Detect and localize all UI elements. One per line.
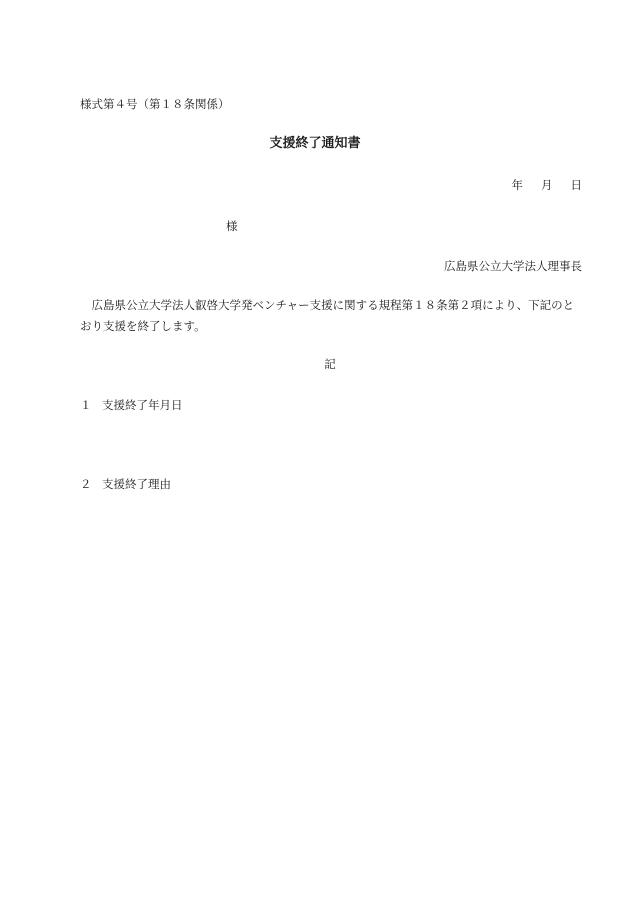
addressee-suffix: 様	[226, 219, 238, 233]
item-label: 支援終了年月日	[102, 398, 183, 412]
document-title: 支援終了通知書	[269, 136, 361, 151]
date-month: 月	[541, 178, 553, 192]
list-item	[80, 476, 171, 492]
form-number: 様式第４号（第１８条関係）	[80, 97, 230, 111]
sender-name: 広島県公立大学法人理事長	[444, 259, 582, 273]
item-number: １	[80, 398, 92, 412]
date-line	[512, 177, 583, 193]
date-day: 日	[570, 178, 582, 192]
body-paragraph: 広島県公立大学法人叡啓大学発ベンチャー支援に関する規程第１８条第２項により、下記のとおり支援を終了します。	[80, 298, 575, 333]
list-item	[80, 397, 183, 413]
item-label: 支援終了理由	[102, 477, 171, 491]
item-number: ２	[80, 477, 92, 491]
date-year: 年	[511, 178, 523, 192]
ki-heading: 記	[324, 357, 336, 371]
